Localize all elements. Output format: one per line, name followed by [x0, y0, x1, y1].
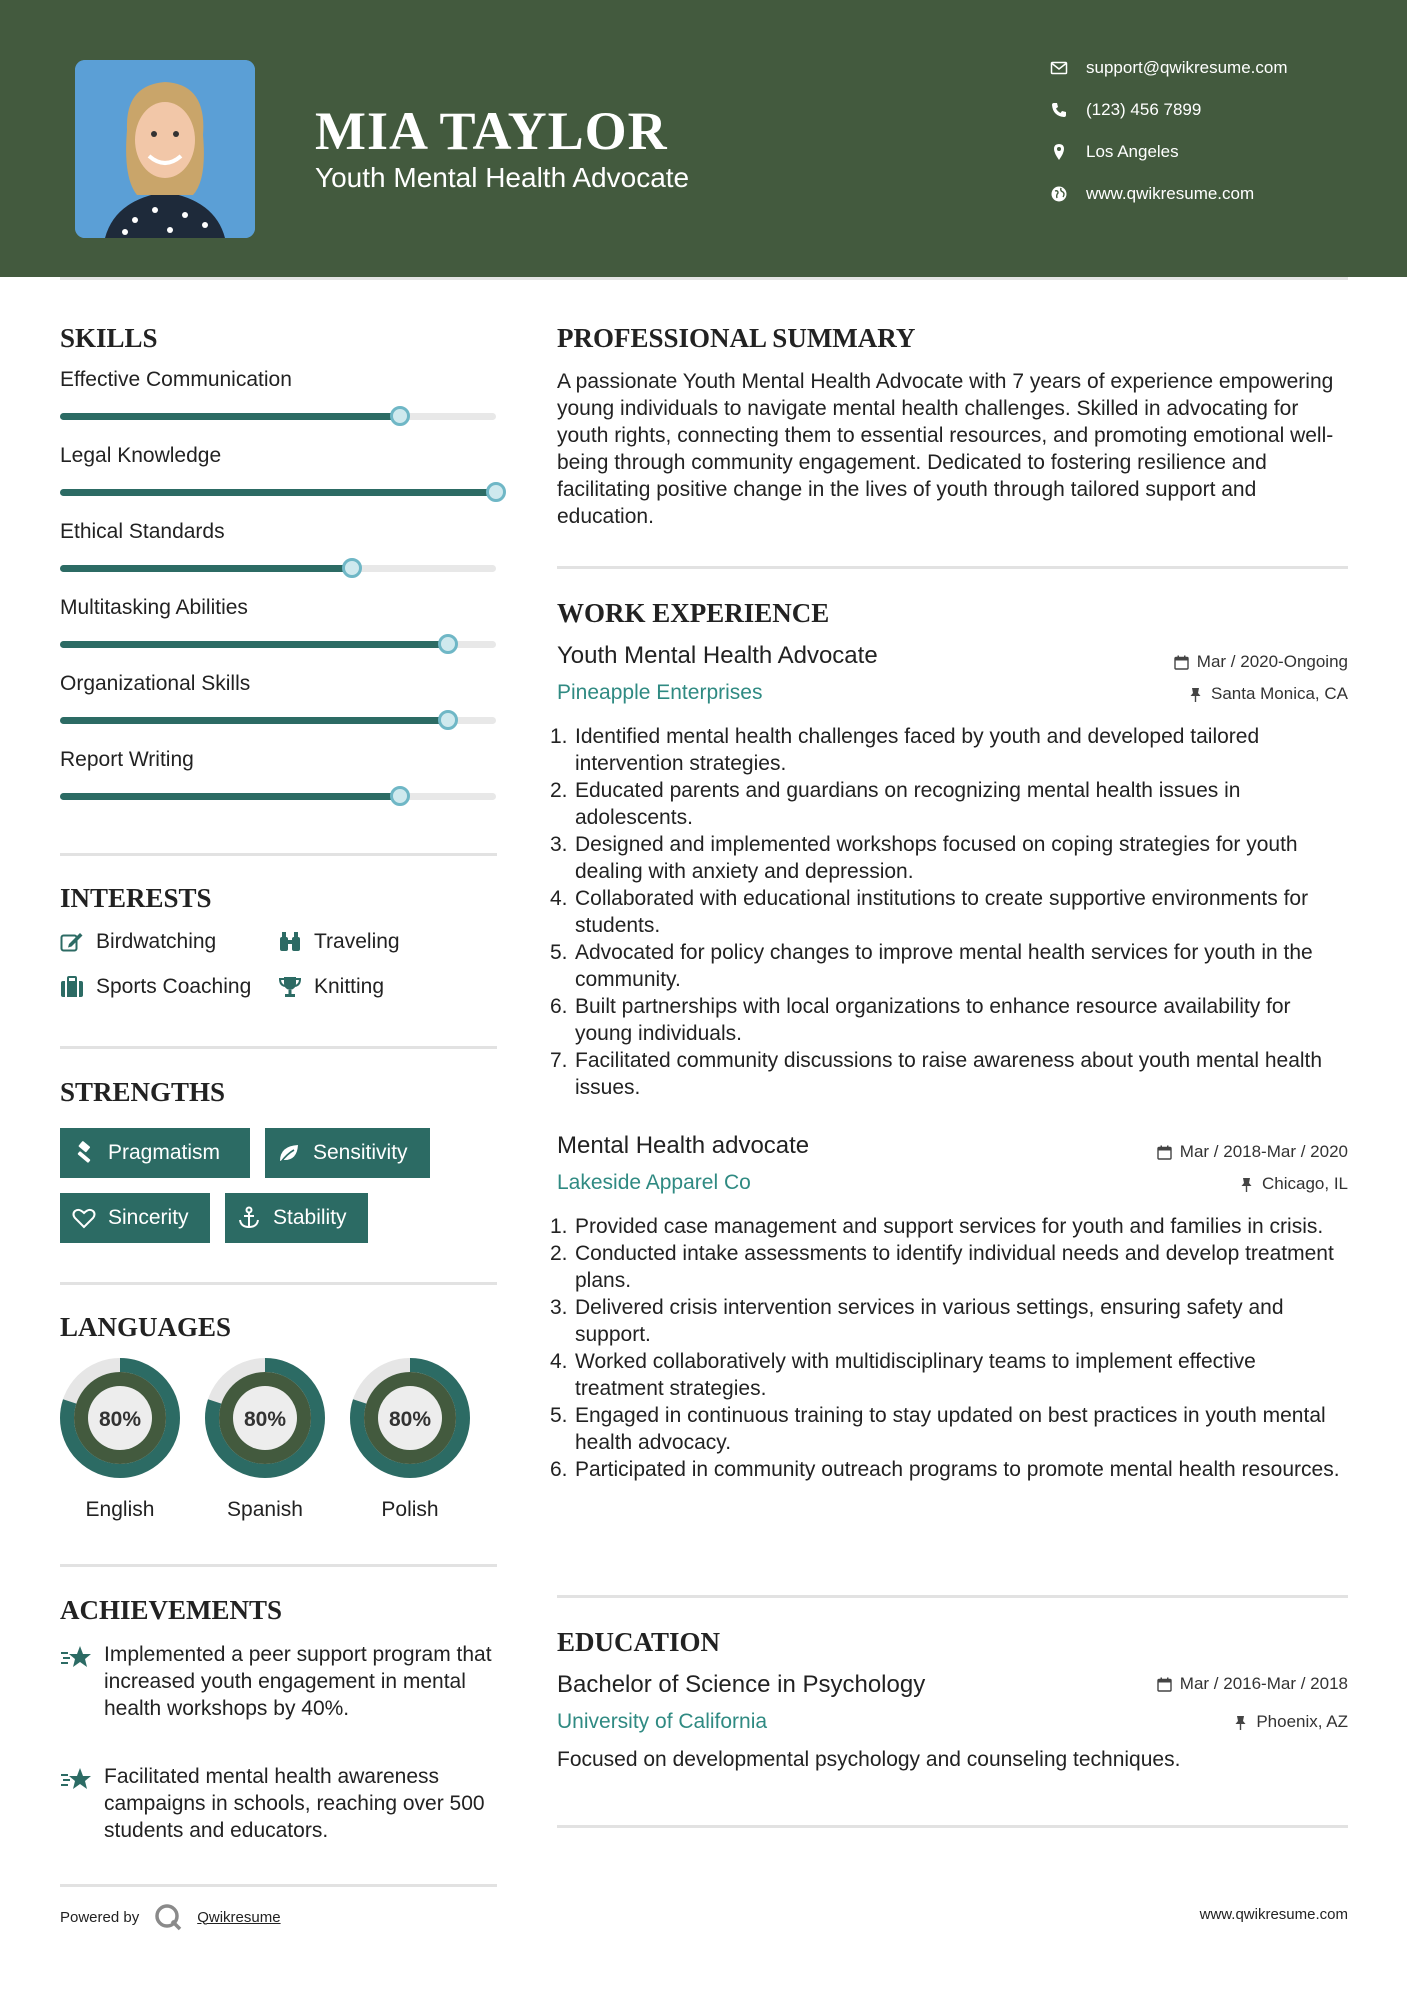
interest-item [60, 930, 216, 954]
strength-tag [265, 1128, 430, 1178]
interest-item [278, 975, 384, 999]
contact-email[interactable] [1050, 58, 1370, 78]
company-name: Pineapple Enterprises [557, 681, 763, 704]
interests-divider [60, 1046, 497, 1049]
job-dates [1157, 1142, 1348, 1162]
summary-heading: PROFESSIONAL SUMMARY [557, 323, 916, 353]
skill-bar [60, 413, 496, 420]
job-duty-number: 1. [550, 725, 568, 748]
powered-by-label: Powered by [60, 1908, 140, 1926]
job-duty-number: 4. [550, 1350, 568, 1373]
contact-website-text: www.qwikresume.com [1086, 184, 1255, 203]
strength-label: Sincerity [108, 1206, 189, 1229]
job-duty-item [550, 939, 1350, 993]
language-donut [60, 1358, 180, 1478]
languages-divider [60, 1564, 497, 1567]
interest-label: Sports Coaching [96, 975, 252, 998]
job-title: Mental Health advocate [557, 1132, 810, 1159]
job-duty-item [550, 885, 1350, 939]
job-dates-text: Mar / 2018-Mar / 2020 [1179, 1142, 1348, 1161]
education-dates-text: Mar / 2016-Mar / 2018 [1179, 1674, 1348, 1693]
job-duty-number: 7. [550, 1049, 568, 1072]
job-duty-text: Built partnerships with local organizations to enhance resource availability for young individuals. [575, 995, 1291, 1045]
language-donut [205, 1358, 325, 1478]
job-duty-item [550, 777, 1350, 831]
strength-label: Pragmatism [108, 1141, 221, 1164]
job-duty-text: Participated in community outreach programs to promote mental health resources. [575, 1458, 1340, 1481]
interest-item [60, 975, 251, 999]
job-duty-item [550, 993, 1350, 1047]
language-donut [350, 1358, 470, 1478]
calendar-icon [1157, 1145, 1172, 1160]
job-location-text: Chicago, IL [1262, 1174, 1348, 1193]
job-duty-text: Collaborated with educational institutions to create supportive environments for students. [575, 887, 1309, 937]
star-badge-icon [60, 1643, 92, 1673]
skill-label: Legal Knowledge [60, 444, 222, 467]
education-description: Focused on developmental psychology and counseling techniques. [557, 1748, 1181, 1771]
achievement-item [60, 1641, 500, 1722]
job-duty-text: Engaged in continuous training to stay updated on best practices in youth mental health advocacy. [575, 1404, 1326, 1454]
job-duty-text: Designed and implemented workshops focused on coping strategies for youth dealing with anxiety and depression. [575, 833, 1298, 883]
summary-divider [557, 566, 1348, 569]
binoculars-icon [278, 931, 302, 953]
skill-label: Report Writing [60, 748, 194, 771]
education-dates [1157, 1674, 1348, 1694]
skill-bar-fill [60, 641, 448, 648]
strengths-divider [60, 1282, 497, 1285]
job-duty-number: 6. [550, 995, 568, 1018]
interest-label: Traveling [314, 930, 400, 953]
anchor-icon [237, 1206, 261, 1230]
language-item [205, 1358, 325, 1522]
job-duty-number: 3. [550, 833, 568, 856]
strength-tag [60, 1128, 250, 1178]
leaf-icon [277, 1141, 301, 1165]
skill-label: Ethical Standards [60, 520, 225, 543]
language-percent: 80% [98, 1408, 142, 1431]
contact-website[interactable] [1050, 184, 1370, 204]
job-duty-text: Educated parents and guardians on recognizing mental health issues in adolescents. [575, 779, 1241, 829]
globe-icon [1050, 185, 1068, 203]
job-duty-number: 4. [550, 887, 568, 910]
job-duty-text: Conducted intake assessments to identify individual needs and develop treatment plans. [575, 1242, 1334, 1292]
skill-bar-fill [60, 565, 352, 572]
job-duty-number: 6. [550, 1458, 568, 1481]
job-location-text: Santa Monica, CA [1210, 684, 1348, 703]
skill-bar-knob [390, 406, 410, 426]
candidate-name: MIA TAYLOR [315, 101, 668, 161]
job-duties-list [550, 1213, 1350, 1483]
job-duty-number: 1. [550, 1215, 568, 1238]
strength-tag [225, 1193, 368, 1243]
pushpin-icon [1233, 1715, 1248, 1730]
language-name: English [85, 1498, 155, 1521]
job-duty-text: Worked collaboratively with multidisciplinary teams to implement effective treatment strategies. [575, 1350, 1256, 1400]
skill-bar [60, 717, 496, 724]
calendar-icon [1174, 655, 1189, 670]
skill-label: Multitasking Abilities [60, 596, 248, 619]
strength-label: Stability [273, 1206, 347, 1229]
skill-bar-fill [60, 413, 400, 420]
language-item [350, 1358, 470, 1522]
contact-location [1050, 142, 1370, 162]
heart-icon [72, 1206, 96, 1230]
skill-bar-knob [390, 786, 410, 806]
job-duty-item [550, 1456, 1350, 1483]
star-badge-icon [60, 1765, 92, 1795]
trophy-icon [278, 976, 302, 998]
profile-photo-illustration [75, 60, 255, 238]
contact-phone[interactable] [1050, 100, 1370, 120]
skill-bar [60, 489, 496, 496]
map-pin-icon [1050, 143, 1068, 161]
briefcase-icon [60, 976, 84, 998]
job-duty-number: 2. [550, 779, 568, 802]
powered-by [60, 1902, 281, 1932]
calendar-icon [1157, 1677, 1172, 1692]
skill-bar-fill [60, 489, 496, 496]
skill-label: Organizational Skills [60, 672, 251, 695]
job-duty-number: 2. [550, 1242, 568, 1265]
language-percent: 80% [388, 1408, 432, 1431]
job-duty-item [550, 723, 1350, 777]
education-divider [557, 1825, 1348, 1828]
phone-icon [1050, 101, 1068, 119]
language-name: Polish [381, 1498, 439, 1521]
achievement-item [60, 1763, 500, 1844]
job-duty-number: 3. [550, 1296, 568, 1319]
resume-header [0, 0, 1407, 277]
skills-heading: SKILLS [60, 323, 158, 353]
company-name: Lakeside Apparel Co [557, 1171, 751, 1194]
achievement-text: Implemented a peer support program that increased youth engagement in mental health workshops by 40%. [104, 1643, 492, 1720]
languages-heading: LANGUAGES [60, 1312, 232, 1342]
language-item [60, 1358, 180, 1522]
contact-location-text: Los Angeles [1086, 142, 1179, 161]
contact-email-text: support@qwikresume.com [1086, 58, 1288, 77]
achievement-text: Facilitated mental health awareness campaigns in schools, reaching over 500 students and educators. [104, 1765, 485, 1842]
strength-tag [60, 1193, 210, 1243]
job-duties-list [550, 723, 1350, 1101]
job-duty-text: Delivered crisis intervention services in various settings, ensuring safety and support. [575, 1296, 1284, 1346]
job-duty-number: 5. [550, 941, 568, 964]
candidate-title: Youth Mental Health Advocate [315, 162, 690, 193]
profile-photo [75, 60, 255, 238]
interest-label: Birdwatching [96, 930, 217, 953]
experience-heading: WORK EXPERIENCE [557, 598, 830, 628]
pushpin-icon [1188, 687, 1203, 702]
education-location [1233, 1712, 1348, 1732]
job-duty-item [550, 1348, 1350, 1402]
achievements-divider [60, 1884, 497, 1887]
skill-label: Effective Communication [60, 368, 292, 391]
job-dates [1174, 652, 1348, 672]
skill-bar-knob [438, 634, 458, 654]
skill-bar-knob [438, 710, 458, 730]
skill-bar-knob [486, 482, 506, 502]
job-duty-text: Facilitated community discussions to raise awareness about youth mental health issues. [575, 1049, 1323, 1099]
job-duty-item [550, 831, 1350, 885]
job-duty-item [550, 1047, 1350, 1101]
job-duty-text: Advocated for policy changes to improve mental health services for youth in the community. [575, 941, 1313, 991]
skill-bar-fill [60, 717, 448, 724]
job-duty-text: Provided case management and support services for youth and families in crisis. [575, 1215, 1324, 1238]
skill-bar [60, 641, 496, 648]
degree-title: Bachelor of Science in Psychology [557, 1671, 926, 1698]
footer-website[interactable]: www.qwikresume.com [1199, 1906, 1348, 1923]
job-duty-item [550, 1402, 1350, 1456]
language-percent: 80% [243, 1408, 287, 1431]
skill-bar-fill [60, 793, 400, 800]
job-title: Youth Mental Health Advocate [557, 642, 878, 669]
summary-text: A passionate Youth Mental Health Advocate with 7 years of experience empowering young individuals to navigate mental health challenges. Skilled in advocating for youth rights, connecting them to essential resources, and promoting emotional well-being through community engagement. Dedicated to fostering resilience and facilitating positive change in the lives of youth through tailored support and education. [557, 370, 1334, 528]
strength-label: Sensitivity [313, 1141, 408, 1164]
job-duty-text: Identified mental health challenges faced by youth and developed tailored intervention strategies. [575, 725, 1260, 775]
skills-divider [60, 853, 497, 856]
language-name: Spanish [227, 1498, 303, 1521]
job-duty-item [550, 1240, 1350, 1294]
header-divider [60, 277, 1348, 280]
achievements-heading: ACHIEVEMENTS [60, 1595, 283, 1625]
gavel-icon [72, 1141, 96, 1165]
contact-phone-text: (123) 456 7899 [1086, 100, 1202, 119]
experience-divider [557, 1595, 1348, 1598]
envelope-icon [1050, 59, 1068, 77]
job-location [1239, 1174, 1348, 1194]
skill-bar [60, 565, 496, 572]
job-dates-text: Mar / 2020-Ongoing [1196, 652, 1348, 671]
interest-item [278, 930, 400, 954]
strengths-heading: STRENGTHS [60, 1077, 226, 1107]
qwikresume-logo-icon [153, 1902, 183, 1932]
job-duty-item [550, 1213, 1350, 1240]
skill-bar [60, 793, 496, 800]
job-duty-item [550, 1294, 1350, 1348]
pencil-square-icon [60, 931, 84, 953]
education-location-text: Phoenix, AZ [1256, 1712, 1348, 1731]
pushpin-icon [1239, 1177, 1254, 1192]
education-heading: EDUCATION [557, 1627, 721, 1657]
skill-bar-knob [342, 558, 362, 578]
job-duty-number: 5. [550, 1404, 568, 1427]
interest-label: Knitting [314, 975, 385, 998]
interests-heading: INTERESTS [60, 883, 212, 913]
qwikresume-link[interactable]: Qwikresume [197, 1908, 281, 1926]
job-location [1188, 684, 1348, 704]
school-name: University of California [557, 1710, 768, 1733]
